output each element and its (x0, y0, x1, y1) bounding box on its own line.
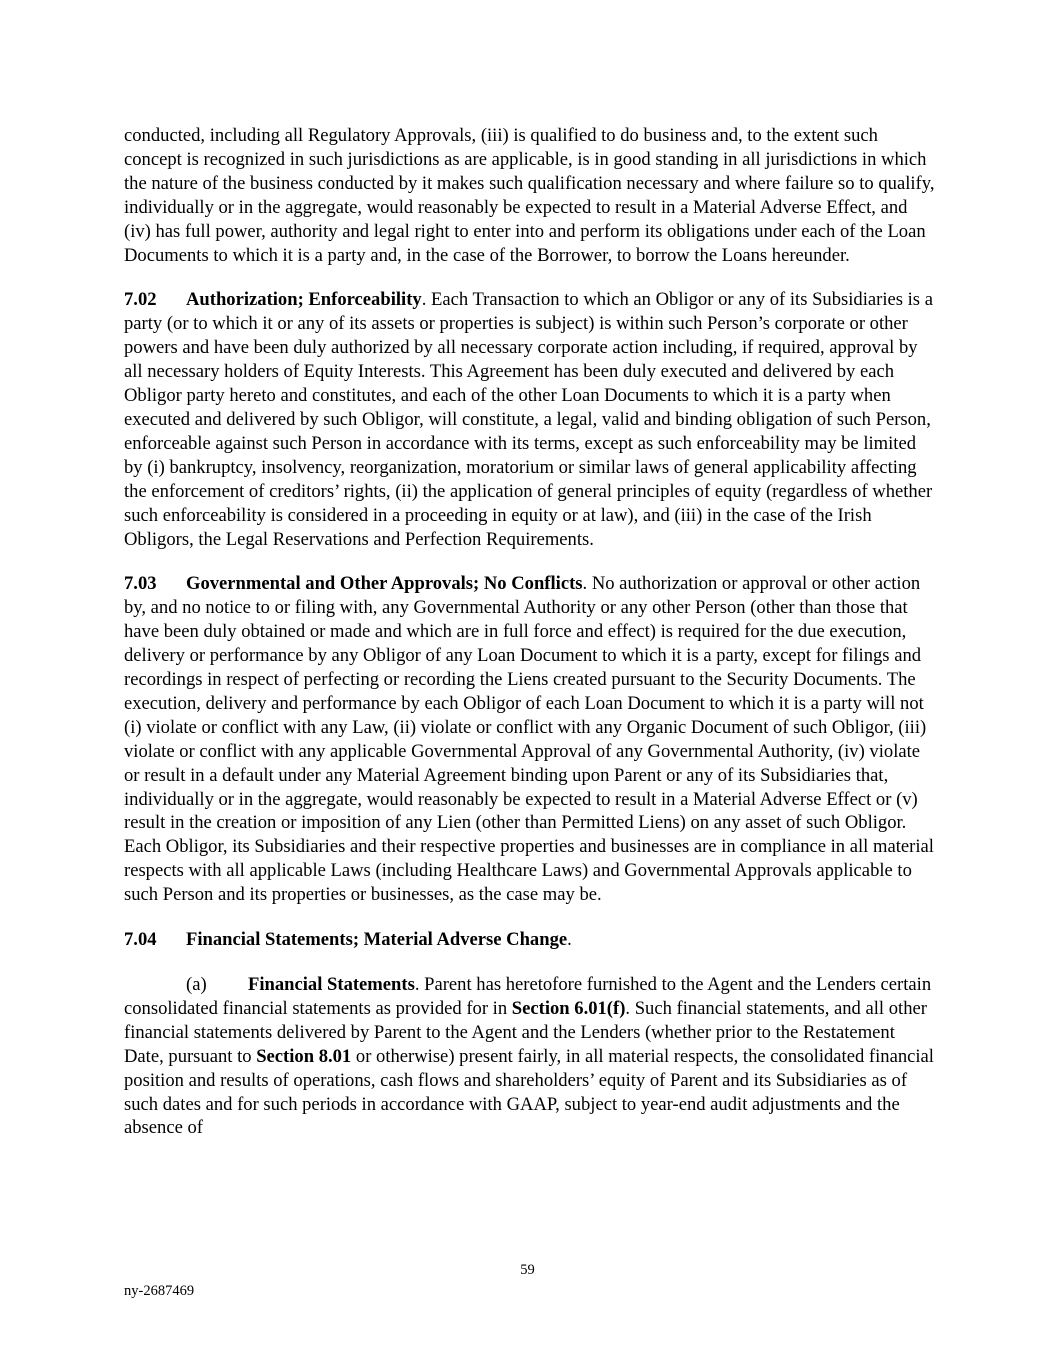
section-reference: Section 8.01 (256, 1045, 352, 1067)
subsection-number: (a) (186, 974, 207, 995)
section-heading: Financial Statements; Material Adverse Change (186, 929, 568, 951)
subsection-text: Such financial statements, and all other financial statements delivered by Parent to the Agent and the Lenders (whether prior to the Restatement Date, pursuant to (124, 997, 927, 1067)
subsection-7-04-a: (a) Financial Statements. Parent has heretofore furnished to the Agent and the Lenders certain consolidated financial statements as provided for in Section 6.01(f). Such financial statements, and all other financial statements delivered by Parent to the Agent and the Lenders (whether prior to the Restatement Date, pursuant to Section 8.01 or otherwise) present fairly, in all material respects, the consolidated financial position and results of operations, cash flows and shareholders’ equity of Parent and its Subsidiaries as of such dates and for such periods in accordance with GAAP, subject to year-end audit adjustments and the absence of (124, 974, 934, 1139)
section-7-02: 7.02 Authorization; Enforceability. Each Transaction to which an Obligor or any of its Subsidiaries is a party (or to which it or any of its assets or properties is subject) is within such Person’s corporate or other powers and have been duly authorized by all necessary corporate action including, if required, approval by all necessary holders of Equity Interests. This Agreement has been duly executed and delivered by each Obligor party hereto and constitutes, and each of the other Loan Documents to which it is a party when executed and delivered by such Obligor, will constitute, a legal, valid and binding obligation of such Person, enforceable against such Person in accordance with its terms, except as such enforceability may be limited by (i) bankruptcy, insolvency, reorganization, moratorium or similar laws of general applicability affecting the enforcement of creditors’ rights, (ii) the application of general principles of equity (regardless of whether such enforceability is considered in a proceeding in equity or at law), and (iii) in the case of the Irish Obligors, the Legal Reservations and Perfection Requirements. (124, 289, 933, 550)
section-text: Each Transaction to which an Obligor or any of its Subsidiaries is a party (or to which it or any of its assets or properties is subject) is within such Person’s corporate or other powers and have been duly authorized by all necessary corporate action including, if required, approval by all necessary holders of Equity Interests. This Agreement has been duly executed and delivered by each Obligor party hereto and constitutes, and each of the other Loan Documents to which it is a party when executed and delivered by such Obligor, will constitute, a legal, valid and binding obligation of such Person, enforceable against such Person in accordance with its terms, except as such enforceability may be limited by (i) bankruptcy, insolvency, reorganization, moratorium or similar laws of general applicability affecting the enforcement of creditors’ rights, (ii) the application of general principles of equity (regardless of whether such enforceability is considered in a proceeding in equity or at law), and (iii) in the case of the Irish Obligors, the Legal Reservations and Perfection Requirements. (124, 289, 933, 550)
intro-text: conducted, including all Regulatory Approvals, (iii) is qualified to do business and, to the extent such concept is recognized in such jurisdictions as are applicable, is in good standing in all jurisdictions in which the nature of the business conducted by it makes such qualification necessary and where failure so to qualify, individually or in the aggregate, would reasonably be expected to result in a Material Adverse Effect, and (iv) has full power, authority and legal right to enter into and perform its obligations under each of the Loan Documents to which it is a party and, in the case of the Borrower, to borrow the Loans hereunder. (124, 125, 935, 266)
page-body (124, 124, 936, 1161)
section-number: 7.03 (124, 573, 157, 595)
section-7-04: 7.04 Financial Statements; Material Adverse Change. (124, 929, 572, 951)
section-reference: Section 6.01(f) (511, 997, 626, 1019)
subsection-text: Parent has heretofore furnished to the Agent and the Lenders certain consolidated financial statements as provided for in (124, 974, 932, 1019)
section-heading: Authorization; Enforceability (186, 289, 422, 311)
subsection-heading: Financial Statements (248, 974, 415, 995)
section-number: 7.04 (124, 929, 157, 951)
page-number: 59 (520, 1262, 535, 1278)
section-number: 7.02 (124, 289, 157, 311)
document-id: ny-2687469 (124, 1283, 195, 1299)
intro-paragraph (124, 124, 936, 267)
section-7-03: 7.03 Governmental and Other Approvals; No Conflicts. No authorization or approval or other action by, and no notice to or filing with, any Governmental Authority or any other Person (other than those that have been duly obtained or made and which are in full force and effect) is required for the due execution, delivery or performance by any Obligor of any Loan Document to which it is a party, except for filings and recordings in respect of perfecting or recording the Liens created pursuant to the Security Documents. The execution, delivery and performance by each Obligor of each Loan Document to which it is a party will not (i) violate or conflict with any Law, (ii) violate or conflict with any Organic Document of such Obligor, (iii) violate or conflict with any applicable Governmental Approval of any Governmental Authority, (iv) violate or result in a default under any Material Agreement binding upon Parent or any of its Subsidiaries that, individually or in the aggregate, would reasonably be expected to result in a Material Adverse Effect or (v) result in the creation or imposition of any Lien (other than Permitted Liens) on any asset of such Obligor. Each Obligor, its Subsidiaries and their respective properties and businesses are in compliance in all material respects with all applicable Laws (including Healthcare Laws) and Governmental Approvals applicable to such Person and its properties or businesses, as the case may be. (124, 573, 934, 906)
subsection-text: or otherwise) present fairly, in all material respects, the consolidated financial position and results of operations, cash flows and shareholders’ equity of Parent and its Subsidiaries as of such dates and for such periods in accordance with GAAP, subject to year-end audit adjustments and the absence of (124, 1045, 934, 1139)
section-text: No authorization or approval or other action by, and no notice to or filing with, any Governmental Authority or any other Person (other than those that have been duly obtained or made and which are in full force and effect) is required for the due execution, delivery or performance by any Obligor of any Loan Document to which it is a party, except for filings and recordings in respect of perfecting or recording the Liens created pursuant to the Security Documents. The execution, delivery and performance by each Obligor of each Loan Document to which it is a party will not (i) violate or conflict with any Law, (ii) violate or conflict with any Organic Document of such Obligor, (iii) violate or conflict with any applicable Governmental Approval of any Governmental Authority, (iv) violate or result in a default under any Material Agreement binding upon Parent or any of its Subsidiaries that, individually or in the aggregate, would reasonably be expected to result in a Material Adverse Effect or (v) result in the creation or imposition of any Lien (other than Permitted Liens) on any asset of such Obligor. Each Obligor, its Subsidiaries and their respective properties and businesses are in compliance in all material respects with all applicable Laws (including Healthcare Laws) and Governmental Approvals applicable to such Person and its properties or businesses, as the case may be. (124, 573, 934, 906)
section-heading: Governmental and Other Approvals; No Conflicts (186, 573, 583, 595)
